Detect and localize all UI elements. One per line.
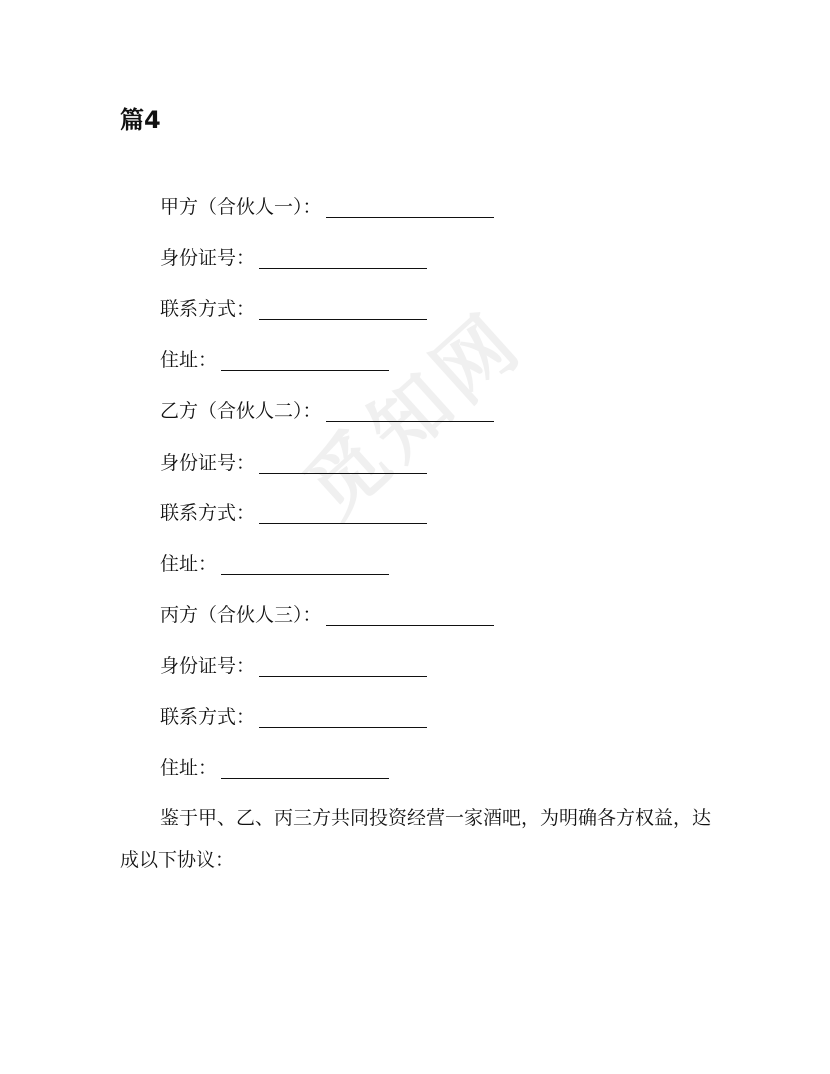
party-b-id-line [160,450,427,476]
party-a-contact-blank[interactable] [259,299,427,320]
party-c-id-label: 身份证号： [160,655,256,677]
party-b-address-line [160,551,389,577]
party-b-contact-blank[interactable] [259,503,427,524]
party-a-id-label: 身份证号： [160,247,256,269]
party-c-contact-label: 联系方式： [160,706,256,728]
party-a-address-blank[interactable] [221,350,389,371]
party-a-name-blank[interactable] [326,197,494,218]
party-b-contact-label: 联系方式： [160,502,256,524]
party-c-address-label: 住址： [160,757,218,779]
party-b-contact-line [160,500,427,526]
party-a-contact-label: 联系方式： [160,298,256,320]
party-b-id-label: 身份证号： [160,452,256,474]
party-c-address-line [160,755,389,781]
party-c-contact-blank[interactable] [259,707,427,728]
party-c-contact-line [160,704,427,730]
watermark: 觅知网 [288,295,541,535]
section-heading: 篇4 [120,106,161,134]
party-a-address-label: 住址： [160,349,218,371]
party-a-id-line [160,245,427,271]
agreement-intro-text: 鉴于甲、乙、丙三方共同投资经营一家酒吧，为明确各方权益，达成以下协议： [120,807,712,871]
party-a-id-blank[interactable] [259,248,427,269]
party-c-address-blank[interactable] [221,758,389,779]
party-a-address-line [160,347,389,373]
party-b-name-blank[interactable] [326,401,494,422]
party-a-name-label: 甲方（合伙人一）： [160,196,322,218]
party-c-name-line [160,602,494,628]
party-c-name-blank[interactable] [326,605,494,626]
party-a-contact-line [160,296,427,322]
agreement-intro-paragraph [120,797,720,881]
party-b-id-blank[interactable] [259,453,427,474]
party-a-name-line [160,194,494,220]
party-c-id-line [160,653,427,679]
party-b-address-label: 住址： [160,553,218,575]
party-b-address-blank[interactable] [221,554,389,575]
party-b-name-label: 乙方（合伙人二）： [160,400,322,422]
party-b-name-line [160,398,494,424]
party-c-id-blank[interactable] [259,656,427,677]
party-c-name-label: 丙方（合伙人三）： [160,604,322,626]
